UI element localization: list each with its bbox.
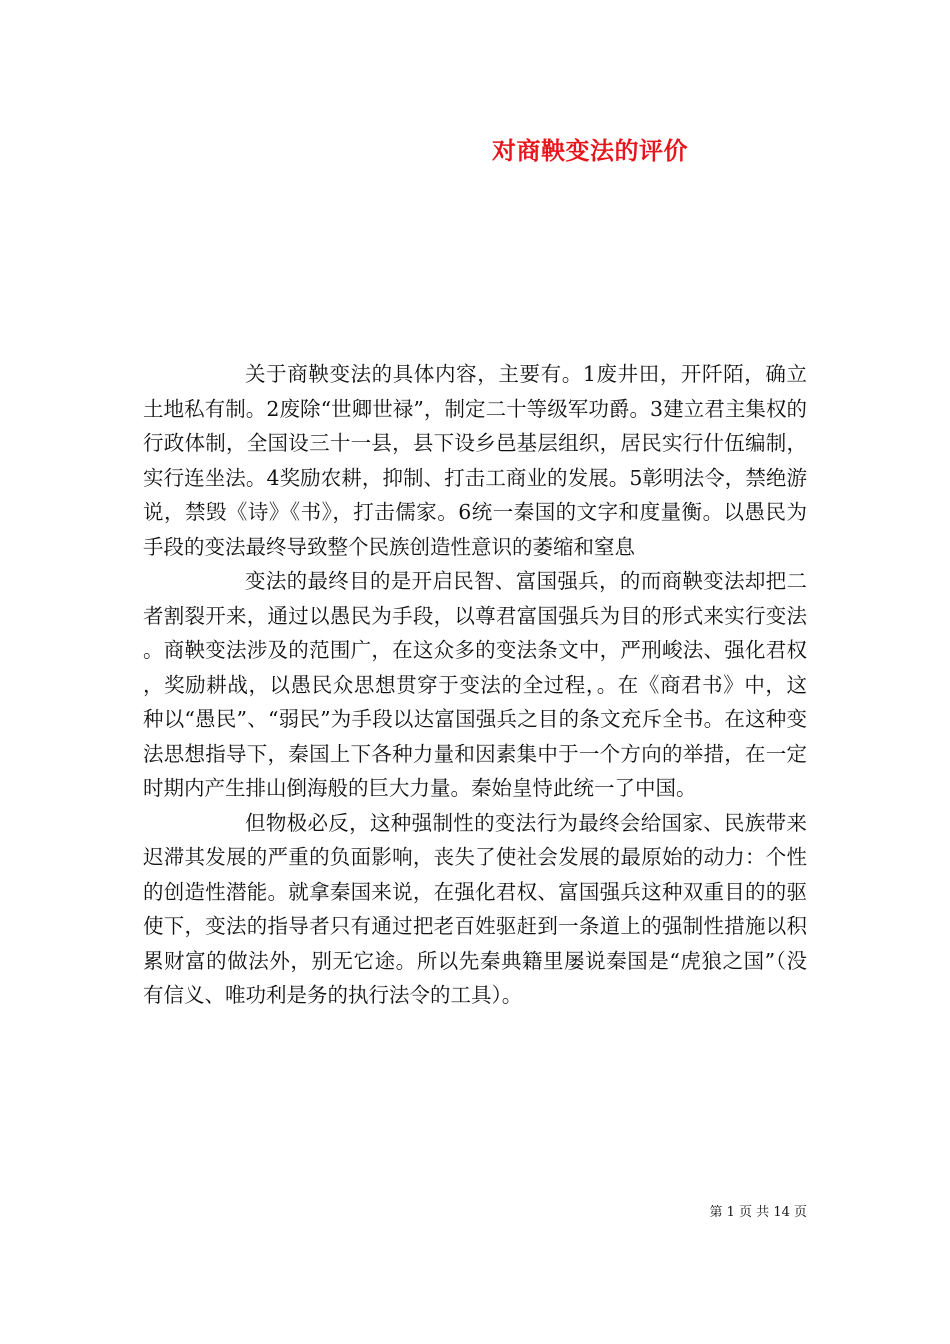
document-title: 对商鞅变法的评价	[492, 136, 688, 165]
paragraph-2: 变法的最终目的是开启民智、富国强兵，的而商鞅变法却把二者割裂开来，通过以愚民为手段，以尊君富国强兵为目的形式来实行变法。商鞅变法涉及的范围广，在这众多的变法条文中，严刑峻法、强化君权，奖励耕战，以愚民众思想贯穿于变法的全过程，。在《商君书》中，这种以“愚民”、“弱民”为手段以达富国强兵之目的条文充斥全书。在这种变法思想指导下，秦国上下各种力量和因素集中于一个方向的举措，在一定时期内产生排山倒海般的巨大力量。秦始皇恃此统一了中国。	[143, 569, 807, 800]
paragraph-1: 关于商鞅变法的具体内容，主要有。1废井田，开阡陌，确立土地私有制。2废除“世卿世禄”，制定二十等级军功爵。3建立君主集权的行政体制，全国设三十一县，县下设乡邑基层组织，居民实行什伍编制，实行连坐法。4奖励农耕，抑制、打击工商业的发展。5彰明法令，禁绝游说，禁毁《诗》《书》，打击儒家。6统一秦国的文字和度量衡。以愚民为手段的变法最终导致整个民族创造性意识的萎缩和窒息	[143, 362, 807, 559]
paragraph-3: 但物极必反，这种强制性的变法行为最终会给国家、民族带来迟滞其发展的严重的负面影响，丧失了使社会发展的最原始的动力：个性的创造性潜能。就拿秦国来说，在强化君权、富国强兵这种双重目的的驱使下，变法的指导者只有通过把老百姓驱赶到一条道上的强制性措施以积累财富的做法外，别无它途。所以先秦典籍里屡说秦国是“虎狼之国”（没有信义、唯功利是务的执行法令的工具）。	[143, 810, 807, 1007]
document-body	[143, 357, 807, 1013]
page-number-footer: 第 1 页 共 14 页	[709, 1205, 807, 1220]
